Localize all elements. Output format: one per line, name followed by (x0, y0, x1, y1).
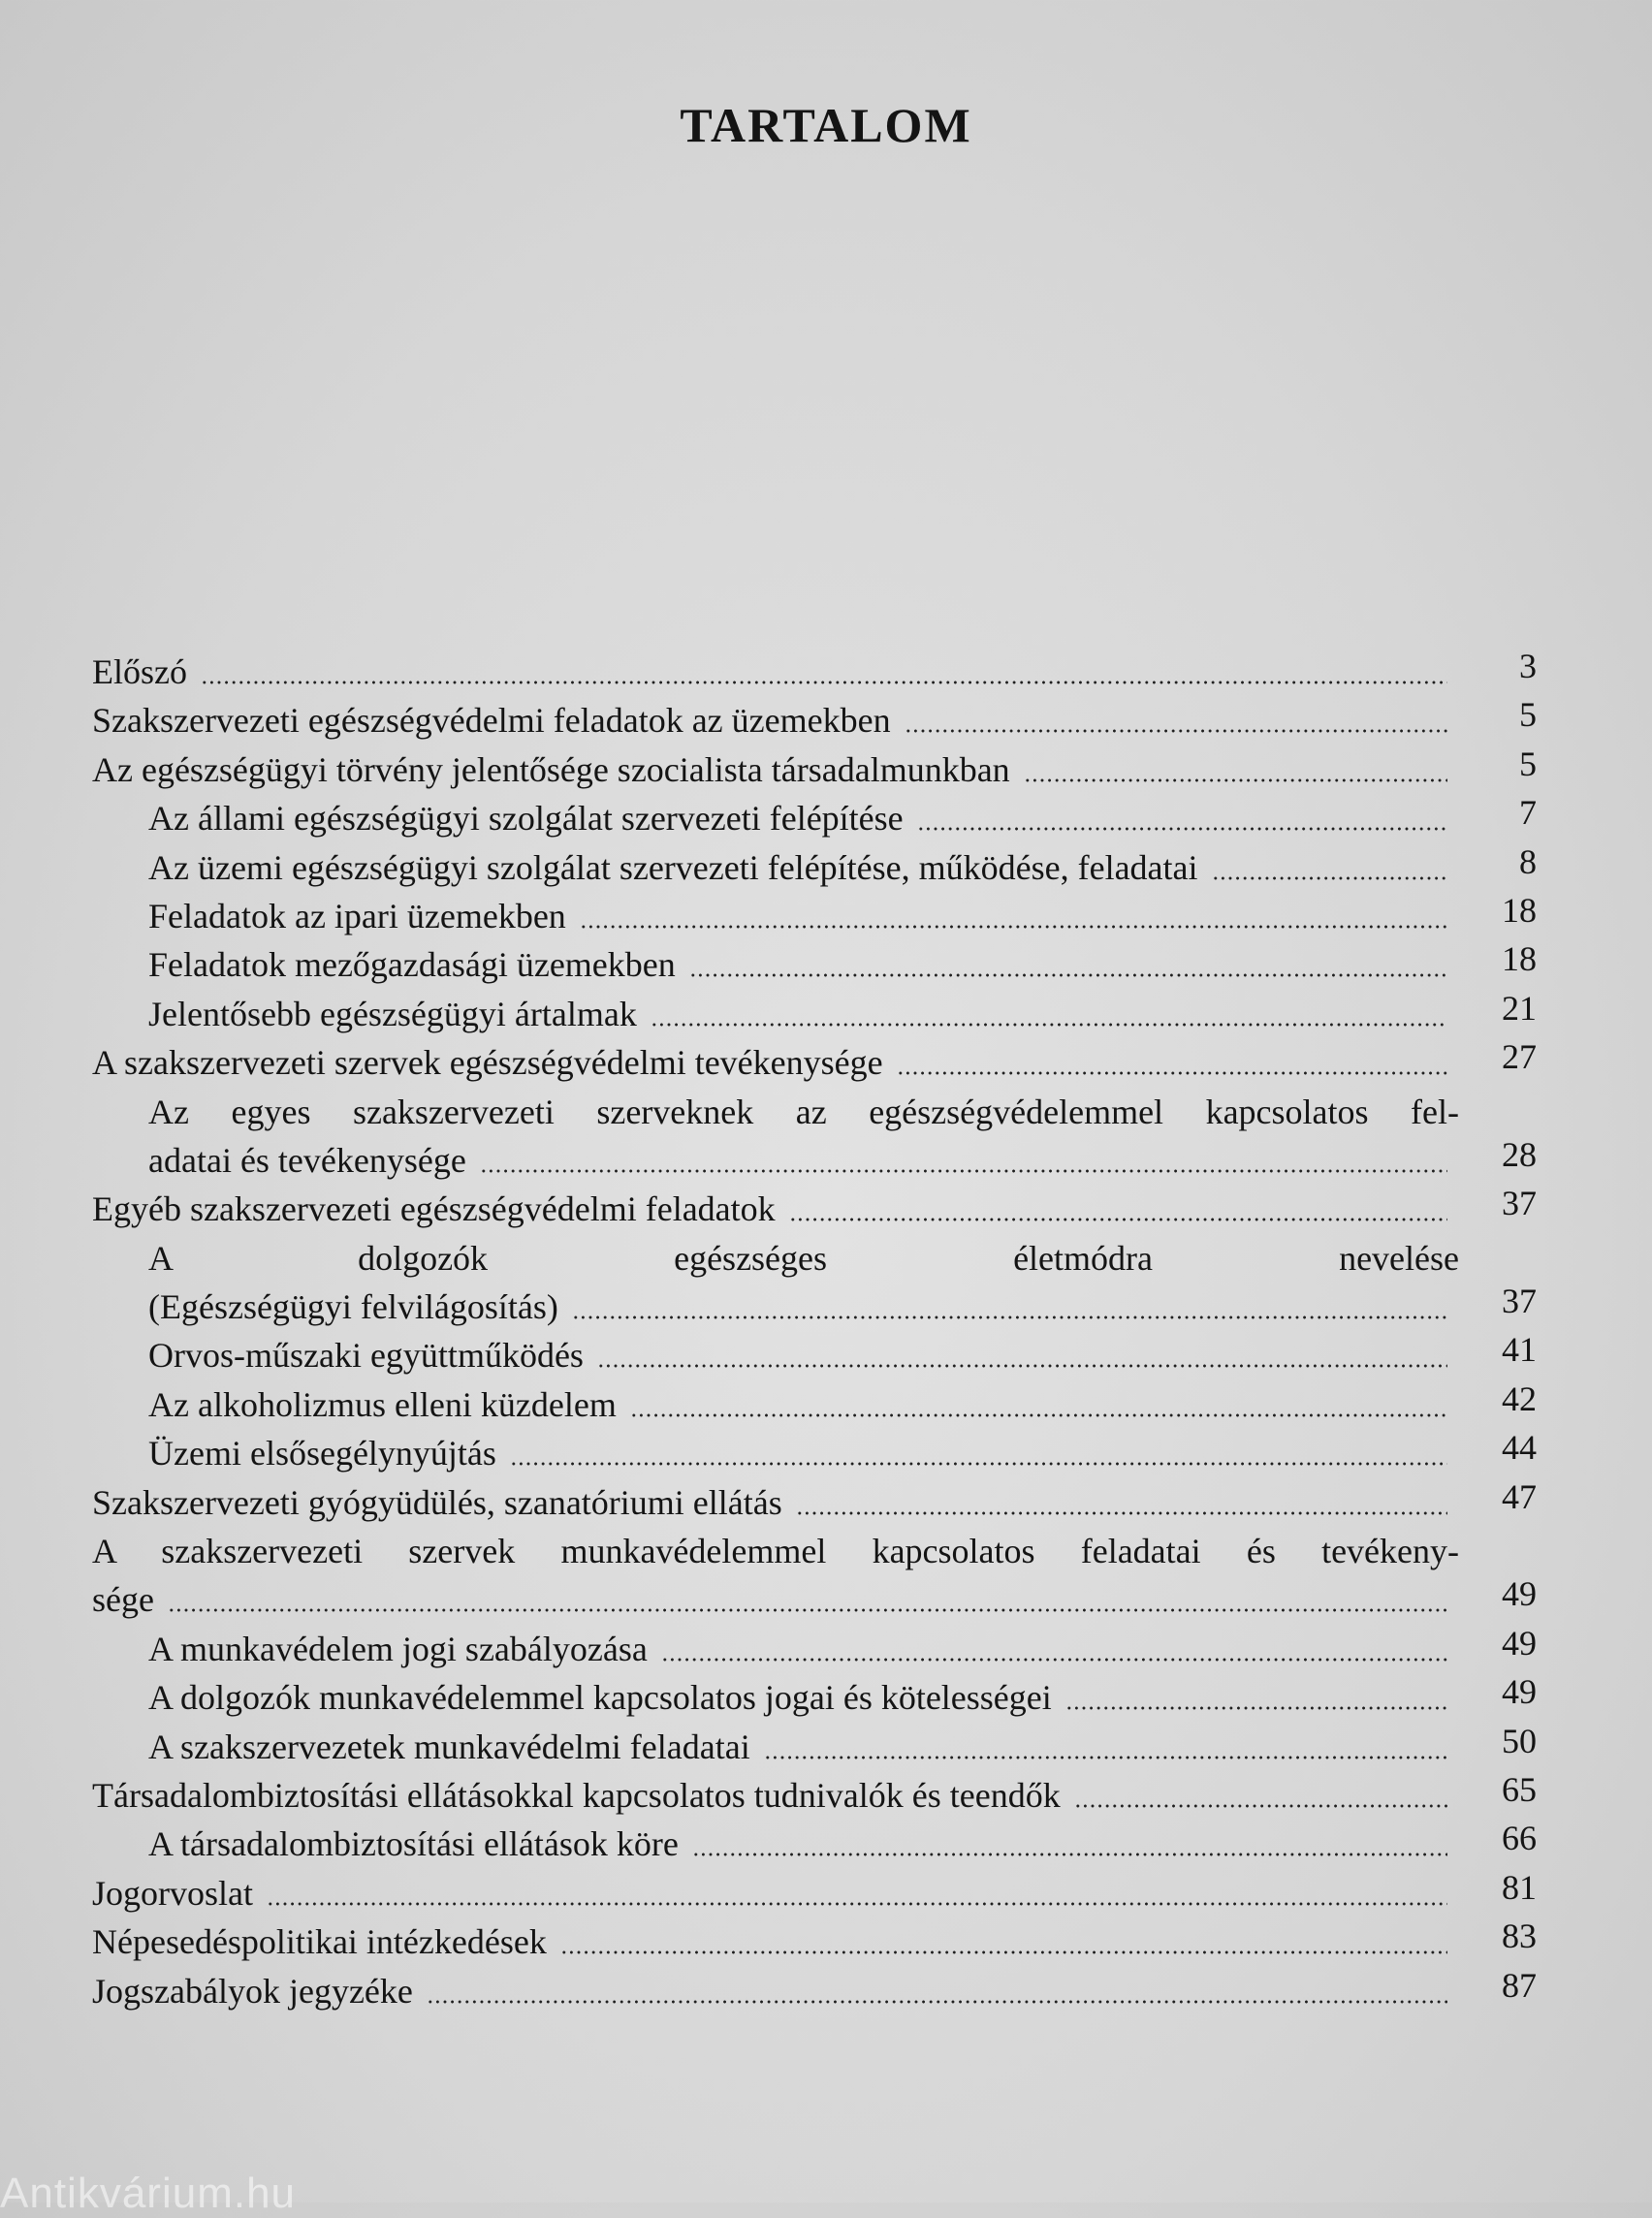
toc-entry (92, 1915, 1537, 1963)
toc-entry (92, 1182, 1537, 1230)
toc-entry-title: Szakszervezeti gyógyüdülés, szanatóriumi ellátás (92, 1482, 782, 1522)
toc-entry-title: A munkavédelem jogi szabályozása (148, 1629, 648, 1668)
toc-entry-title: Az egészségügyi törvény jelentősége szocialista társadalmunkban (92, 749, 1010, 789)
toc-entry (92, 1572, 1537, 1621)
dot-leader (796, 1511, 1447, 1515)
toc-entry-continuation: adatai és tevékenysége (148, 1140, 466, 1180)
toc-entry-title: Orvos-műszaki együttműködés (148, 1336, 584, 1376)
dot-leader (168, 1608, 1447, 1612)
dot-leader (692, 1853, 1447, 1856)
dot-leader (1024, 778, 1447, 782)
toc-entry (92, 1964, 1537, 2012)
table-of-contents (92, 645, 1537, 2012)
toc-entry-title: Az állami egészségügyi szolgálat szervezeti felépítése (148, 799, 904, 839)
toc-entry-continuation: (Egészségügyi felvilágosítás) (148, 1287, 558, 1327)
dot-leader (1074, 1804, 1447, 1808)
toc-page-number: 47 (1502, 1476, 1537, 1516)
toc-entry-title: Feladatok az ipari üzemekben (148, 896, 566, 935)
toc-page-number: 5 (1519, 744, 1537, 783)
toc-page-number: 8 (1519, 841, 1537, 881)
toc-entry-title: A társadalombiztosítási ellátások köre (148, 1824, 679, 1864)
toc-page-number: 42 (1502, 1378, 1537, 1418)
dot-leader (560, 1950, 1447, 1954)
dot-leader (480, 1169, 1447, 1173)
toc-entry (92, 937, 1537, 986)
toc-entry-title: Üzemi elsősegélynyújtás (148, 1434, 496, 1473)
toc-entry (92, 987, 1537, 1035)
toc-page-number: 83 (1502, 1917, 1537, 1956)
toc-entry-title: Az alkoholizmus elleni küzdelem (148, 1384, 617, 1424)
dot-leader (267, 1902, 1447, 1906)
toc-page-number: 21 (1502, 988, 1537, 1028)
toc-entry-title: Szakszervezeti egészségvédelmi feladatok az üzemekben (92, 701, 891, 741)
toc-entry-title: Az üzemi egészségügyi szolgálat szervezeti felépítése, működése, feladatai (148, 847, 1198, 887)
dot-leader (764, 1756, 1447, 1759)
toc-entry (92, 1720, 1537, 1768)
toc-page-number: 18 (1502, 890, 1537, 930)
dot-leader (597, 1364, 1447, 1368)
toc-page-number: 50 (1502, 1721, 1537, 1760)
toc-entry (92, 889, 1537, 937)
dot-leader (897, 1071, 1447, 1075)
dot-leader (917, 827, 1447, 831)
toc-entry (92, 1817, 1537, 1865)
toc-entry-title: Jogszabályok jegyzéke (92, 1971, 413, 2011)
toc-page-number: 5 (1519, 695, 1537, 735)
toc-entry-title: A dolgozók egészséges életmódra nevelése (148, 1238, 1459, 1278)
toc-entry-title: Társadalombiztosítási ellátásokkal kapcsolatos tudnivalók és teendők (92, 1775, 1061, 1815)
toc-entry-title: Jelentősebb egészségügyi ártalmak (148, 994, 637, 1033)
toc-entry (92, 743, 1537, 791)
toc-entry (92, 1768, 1537, 1817)
toc-page-number: 65 (1502, 1769, 1537, 1809)
toc-entry-title: Előszó (92, 652, 187, 691)
toc-entry-title: A szakszervezeti szervek munkavédelemmel kapcsolatos feladatai és tevékeny- (92, 1532, 1459, 1571)
toc-entry-title: A szakszervezeti szervek egészségvédelmi tevékenysége (92, 1043, 883, 1083)
toc-entry (92, 1328, 1537, 1377)
dot-leader (661, 1658, 1447, 1662)
toc-entry (92, 1035, 1537, 1084)
toc-entry-line (92, 1085, 1537, 1133)
toc-page-number: 3 (1519, 647, 1537, 685)
toc-entry-title: Népesedéspolitikai intézkedések (92, 1922, 547, 1962)
toc-entry-title: A szakszervezetek munkavédelmi feladatai (148, 1727, 750, 1766)
dot-leader (510, 1462, 1447, 1466)
toc-entry (92, 693, 1537, 742)
toc-page-number: 27 (1502, 1037, 1537, 1077)
toc-entry-line (92, 1524, 1537, 1572)
toc-entry (92, 645, 1537, 693)
toc-page-number: 49 (1502, 1623, 1537, 1663)
toc-entry-title: Az egyes szakszervezeti szerveknek az egészségvédelemmel kapcsolatos fel- (148, 1092, 1459, 1131)
dot-leader (651, 1023, 1447, 1027)
toc-page-number: 66 (1502, 1819, 1537, 1858)
page-title: TARTALOM (680, 98, 972, 152)
toc-entry-title: Jogorvoslat (92, 1873, 253, 1913)
dot-leader (201, 681, 1447, 684)
toc-page-number: 7 (1519, 793, 1537, 833)
toc-page-number: 81 (1502, 1867, 1537, 1907)
toc-entry (92, 1475, 1537, 1524)
dot-leader (572, 1315, 1447, 1319)
toc-entry (92, 1280, 1537, 1328)
toc-entry (92, 1426, 1537, 1474)
dot-leader (630, 1413, 1447, 1417)
toc-page-number: 37 (1502, 1282, 1537, 1321)
toc-page-number: 28 (1502, 1134, 1537, 1174)
toc-entry-title: Egyéb szakszervezeti egészségvédelmi feladatok (92, 1189, 776, 1229)
dot-leader (689, 973, 1447, 977)
toc-page-number: 49 (1502, 1574, 1537, 1614)
toc-entry (92, 840, 1537, 889)
watermark: Antikvárium.hu (0, 2170, 297, 2217)
dot-leader (1065, 1706, 1447, 1710)
toc-page-number: 87 (1502, 1965, 1537, 2005)
toc-page-number: 18 (1502, 939, 1537, 979)
dot-leader (427, 2000, 1447, 2004)
toc-entry (92, 1670, 1537, 1719)
toc-entry-title: Feladatok mezőgazdasági üzemekben (148, 945, 676, 985)
toc-entry (92, 1133, 1537, 1182)
toc-entry (92, 1866, 1537, 1915)
toc-page-number: 44 (1502, 1428, 1537, 1468)
toc-page-number: 37 (1502, 1184, 1537, 1223)
toc-entry (92, 1622, 1537, 1670)
dot-leader (905, 729, 1447, 733)
dot-leader (789, 1218, 1447, 1221)
dot-leader (580, 925, 1447, 929)
dot-leader (1212, 876, 1447, 880)
toc-entry-continuation: sége (92, 1580, 154, 1620)
toc-page-number: 41 (1502, 1330, 1537, 1370)
toc-entry (92, 791, 1537, 840)
toc-entry (92, 1378, 1537, 1426)
toc-entry-line (92, 1231, 1537, 1280)
toc-page-number: 49 (1502, 1672, 1537, 1712)
toc-entry-title: A dolgozók munkavédelemmel kapcsolatos jogai és kötelességei (148, 1678, 1052, 1718)
